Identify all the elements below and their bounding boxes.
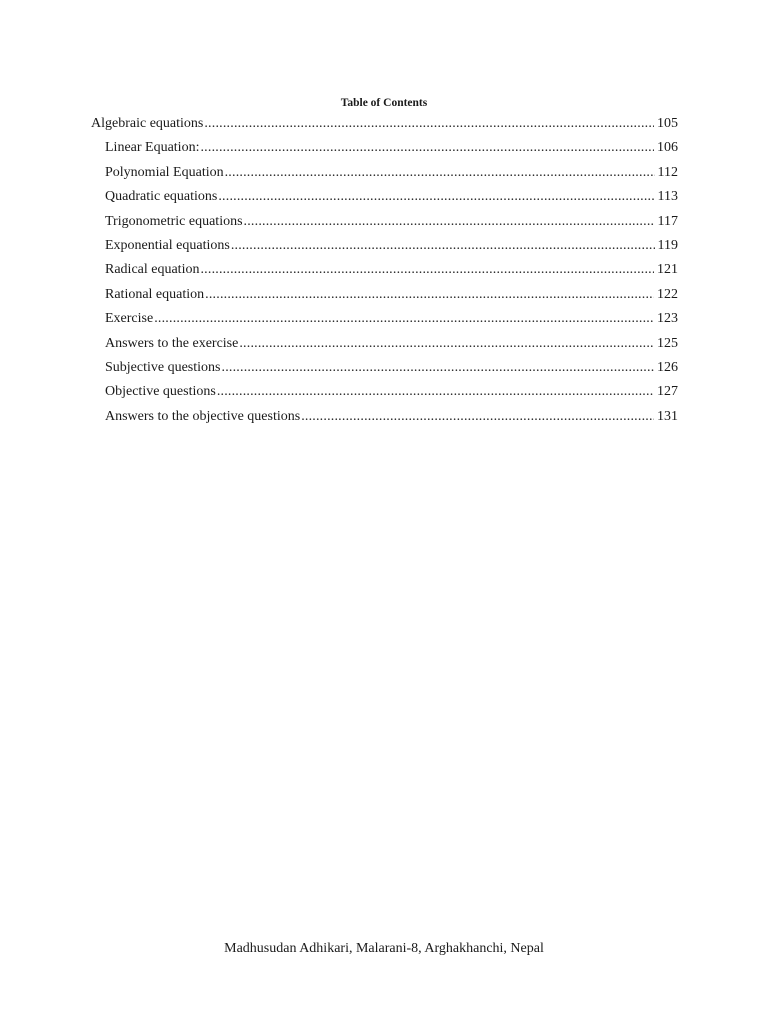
toc-entry-page: 113 — [657, 189, 678, 205]
toc-entry-label: Exponential equations — [105, 237, 230, 253]
toc-entry-label: Polynomial Equation — [105, 164, 224, 180]
toc-dot-leader — [244, 210, 655, 234]
toc-entry-page: 125 — [657, 335, 678, 351]
toc-entry-page: 112 — [657, 164, 678, 180]
toc-entry[interactable] — [91, 380, 678, 404]
toc-entry-page: 117 — [657, 213, 678, 229]
toc-dot-leader — [225, 161, 655, 185]
toc-dot-leader — [154, 307, 654, 331]
toc-entry-page: 127 — [657, 384, 678, 400]
toc-entry[interactable] — [91, 356, 678, 380]
toc-dot-leader — [200, 258, 654, 282]
toc-entry-label: Answers to the exercise — [105, 335, 239, 351]
toc-dot-leader — [218, 185, 654, 209]
toc-entry[interactable] — [91, 307, 678, 331]
toc-entry-label: Algebraic equations — [91, 116, 204, 131]
toc-list — [91, 112, 678, 429]
toc-entry[interactable] — [91, 185, 678, 209]
toc-entry[interactable] — [91, 112, 678, 136]
toc-dot-leader — [231, 234, 655, 258]
toc-entry-page: 123 — [657, 311, 678, 327]
toc-entry-page: 126 — [657, 359, 678, 375]
toc-dot-leader — [200, 136, 654, 160]
toc-dot-leader — [217, 380, 654, 404]
toc-entry-label: Radical equation — [105, 262, 200, 278]
toc-entry-page: 131 — [657, 408, 678, 424]
toc-entry-page: 122 — [657, 286, 678, 302]
toc-dot-leader — [205, 283, 654, 307]
toc-entry[interactable] — [91, 210, 678, 234]
toc-entry[interactable] — [91, 405, 678, 429]
toc-entry-page: 121 — [657, 262, 678, 278]
toc-entry-label: Trigonometric equations — [105, 213, 243, 229]
toc-entry-label: Objective questions — [105, 384, 216, 400]
toc-entry-page: 106 — [657, 140, 678, 156]
toc-entry[interactable] — [91, 161, 678, 185]
toc-entry[interactable] — [91, 332, 678, 356]
toc-entry-label: Subjective questions — [105, 359, 221, 375]
toc-dot-leader — [222, 356, 655, 380]
page-footer: Madhusudan Adhikari, Malarani-8, Arghakhanchi, Nepal — [224, 941, 544, 956]
toc-entry[interactable] — [91, 136, 678, 160]
toc-entry-page: 105 — [657, 116, 678, 131]
toc-entry-label: Exercise — [105, 311, 154, 327]
toc-entry-label: Quadratic equations — [105, 189, 218, 205]
toc-entry-label: Answers to the objective questions — [105, 408, 301, 424]
toc-dot-leader — [204, 112, 654, 136]
toc-title: Table of Contents — [340, 97, 428, 109]
toc-entry[interactable] — [91, 283, 678, 307]
toc-entry[interactable] — [91, 258, 678, 282]
toc-entry[interactable] — [91, 234, 678, 258]
toc-entry-page: 119 — [657, 237, 678, 253]
toc-dot-leader — [301, 405, 654, 429]
toc-entry-label: Rational equation — [105, 286, 205, 302]
toc-entry-label: Linear Equation: — [105, 140, 200, 156]
toc-dot-leader — [239, 332, 654, 356]
